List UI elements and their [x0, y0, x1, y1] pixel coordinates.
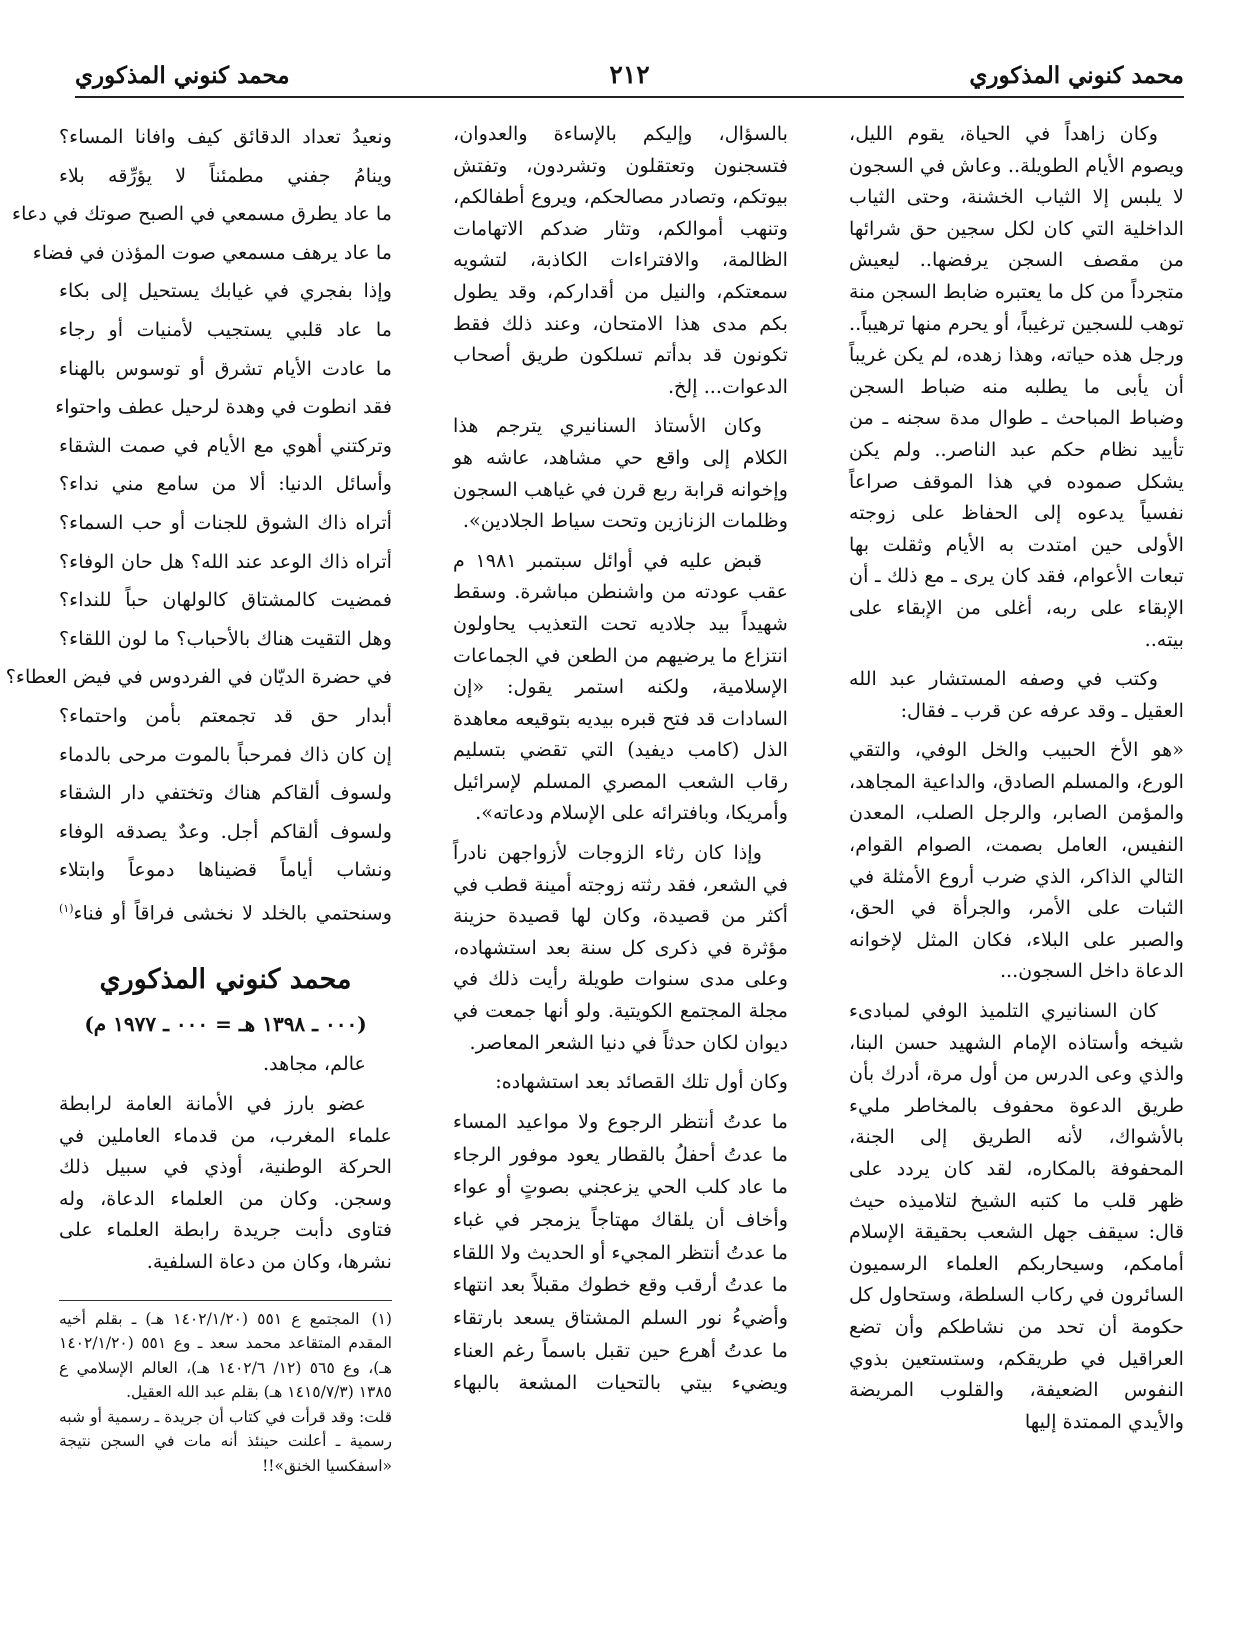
- paragraph: كان السنانيري التلميذ الوفي لمبادىء شيخه وأستاذه الإمام الشهيد حسن البنا، والذي وعى الدرس من أول مرة، أدرك بأن طريق الدعوة محفوف بالمخاطر مليء بالأشواك، لأنه الطريق إلى الجنة، المحفوفة بالمكاره، لقد كان يردد على ظهر قلب ما كتبه الشيخ لتلاميذه حيث قال: سيقف جهل الشعب بحقيقة الإسلام أمامكم، وسيحاربكم العلماء الرسميون السائرون في ركاب السلطة، وستحاول كل حكومة أن تحد من نشاطكم وأن تضع العراقيل في طريقكم، وستستعين بذوي النفوس الضعيفة، والقلوب المريضة والأيدي الممتدة إليها: [849, 999, 1184, 1433]
- poem-verse: وأخاف أن يلقاك مهتاجاً يزمجر في غباء: [453, 1207, 788, 1231]
- footnote: [59, 1307, 392, 1405]
- paragraph: بالسؤال، وإليكم بالإساءة والعدوان، فتسجنون وتعتقلون وتشردون، وتفتش بيوتكم، وتصادر مصالحكم، ويروع أطفالكم، وتنهب أموالكم، وتثار ضدكم الاتهامات الظالمة، والافتراءات الكاذبة، لتشويه سمعتكم، والنيل من أقداركم، وقد يطول بكم مدى هذا الامتحان، وعند ذلك فقط تكونون قد بدأتم تسلكون طريق أصحاب الدعوات... إلخ.: [453, 122, 788, 398]
- poem-verse: وإذا بفجري في غيابك يستحيل إلى بكاء: [59, 279, 392, 303]
- poem-verse: أبدار حق قد تجمعتم بأمن واحتماء؟: [59, 703, 392, 727]
- paragraph: وكتب في وصفه المستشار عبد الله العقيل ـ وقد عرفه عن قرب ـ فقال:: [849, 667, 1184, 722]
- running-head-left: محمد كنوني المذكوري: [75, 62, 290, 89]
- poem-verse: وتركتني أهوي مع الأيام في صمت الشقاء: [59, 433, 392, 457]
- entry-title: محمد كنوني المذكوري: [99, 963, 352, 995]
- column-middle: [453, 118, 788, 1400]
- paragraph: وكان زاهداً في الحياة، يقوم الليل، ويصوم الأيام الطويلة.. وعاش في السجون لا يلبس إلا الثياب الخشنة، وحتى الثياب الداخلية التي كان لكل سجين حق شرائها من مقصف السجن يرفضها.. ليعيش متجرداً من كل ما يعتبره ضابط السجن منة توهب للسجين ترغيباً، أو يحرم منها ترهيباً.. ورجل هذه حياته، وهذا زهده، لم يكن غريباً أن يأبى ما يطلبه منه ضباط السجن وضباط المباحث ـ طوال مدة سجنه ـ من تأييد نظام حكم عبد الناصر.. ولم يكن يشكل صموده في هذا الموقف صراعاً نفسياً يدعوه إلى الحفاظ على زوجته الأولى حين امتدت به الأيام وثقلت بها تبعات الأعوام، فقد كان يرى ـ مع ذلك ـ أن الإبقاء على ربه، أغلى من الإبقاء على بيته..: [849, 122, 1184, 651]
- column-right: [849, 118, 1184, 1445]
- poem-verses: [453, 1106, 788, 1400]
- poem-verse: ما عاد قلبي يستجيب لأمنيات أو رجاء: [59, 317, 392, 341]
- quote-paragraph: «هو الأخ الحبيب والخل الوفي، والتقي الورع، والمسلم الصادق، والداعية المجاهد، والمؤمن الصابر، والرجل الصلب، المعدن النفيس، العامل بصمت، الصوام القوام، التالي الذاكر، الذي ضرب أروع الأمثلة في الثبات على الأمر، والجرأة في الحق، والصبر على البلاء، فكان المثل لإخوانه الدعاة داخل السجون...: [849, 738, 1184, 983]
- poem-verse: ما عدتُ أنتظر المجيء أو الحديث ولا اللقاء: [452, 1240, 788, 1264]
- poem-verse: ما عاد يطرق مسمعي في الصبح صوتك في دعاء: [12, 202, 392, 226]
- footnote-number: (١): [371, 1309, 392, 1328]
- entry-dates: (٠٠٠ ـ ١٣٩٨ هـ = ٠٠٠ ـ ١٩٧٧ م): [84, 1011, 367, 1036]
- page-header: [75, 56, 1184, 98]
- footnotes: [59, 1300, 392, 1479]
- poem-verse: أتراه ذاك الوعد عند الله؟ هل حان الوفاء؟: [59, 549, 392, 573]
- poem-verse: ما عاد يرهف مسمعي صوت المؤذن في فضاء: [32, 240, 392, 264]
- poem-verse: ونشاب أياماً قضيناها دموعاً وابتلاء: [59, 858, 392, 882]
- paragraph: وكان الأستاذ السنانيري يترجم هذا الكلام إلى واقع حي مشاهد، عاشه هو وإخوانه قرابة ربع قرن في غياهب السجون وظلمات الزنازين وتحت سياط الجلادين».: [453, 414, 788, 533]
- poem-verse-text: وسنحتمي بالخلد لا نخشى فراقاً أو فناء: [73, 901, 392, 925]
- paragraph: قبض عليه في أوائل سبتمبر ١٩٨١ م عقب عودته من واشنطن مباشرة. وسقط شهيداً بيد جلاديه تحت التعذيب يحاولون انتزاع ما يرضيهم من الطعن في الجماعات الإسلامية، ولكنه استمر يقول: «إن السادات قد فتح قبره بيديه بتوقيعه معاهدة الذل (كامب ديفيد) التي تقضي بتسليم رقاب الشعب المصري المسلم لإسرائيل وأمريكا، وبافترائه على الإسلام ودعاته».: [453, 548, 788, 825]
- poem-verses: [5, 118, 392, 933]
- entry-roles: عالم، مجاهد.: [262, 1052, 366, 1076]
- poem-verse: ما عدتُ أرقب وقع خطوك مقبلاً بعد انتهاء: [453, 1273, 788, 1297]
- paragraph: وإذا كان رثاء الزوجات لأزواجهن نادراً في الشعر، فقد رثته زوجته أمينة قطب في أكثر من قصيدة، وكان لها قصيدة حزينة مؤثرة في ذكرى كل سنة بعد استشهاده، وعلى مدى سنوات طويلة رأيت ذلك في مجلة المجتمع الكويتية. ولو أنها جمعت في ديوان لكان حدثاً في دنيا الشعر المعاصر.: [453, 841, 788, 1054]
- poem-verse: وأضيءُ نور السلم المشتاق يسعد بارتقاء: [453, 1306, 788, 1330]
- poem-verse: فقد انطوت في وهدة لرحيل عطف واحتواء: [55, 395, 392, 419]
- entry-bio: عضو بارز في الأمانة العامة لرابطة علماء المغرب، من قدماء العاملين في الحركة الوطنية، أوذي في سبيل ذلك وسجن. وكان من العلماء الدعاة، وله فتاوى دأبت جريدة رابطة العلماء على نشرها، وكان من دعاة السلفية.: [59, 1092, 392, 1274]
- poem-verse: أتراه ذاك الشوق للجنات أو حب السماء؟: [59, 510, 392, 534]
- poem-verse: وأسائل الدنيا: ألا من سامع مني نداء؟: [59, 472, 392, 496]
- column-left: [5, 118, 392, 1478]
- footnote-text: المجتمع ع ٥٥١ (١٤٠٢/١/٢٠ هـ) ـ بقلم أخيه المقدم المتقاعد محمد سعد ـ وع ٥٥١ (١٤٠٢/١/٢٠ هـ)، وع ٥٦٥ (١٢/ ١٤٠٢/٦ هـ)، العالم الإسلامي ع ١٣٨٥ (١٤١٥/٧/٣ هـ) بقلم عبد الله العقيل.: [59, 1309, 392, 1402]
- running-head-right: محمد كنوني المذكوري: [969, 62, 1184, 89]
- poem-verse: وينامُ جفني مطمئناً لا يؤرِّقه بلاء: [59, 163, 392, 187]
- poem-verse: فمضيت كالمشتاق كالولهان حباً للنداء؟: [59, 588, 392, 612]
- poem-verse: في حضرة الديّان في الفردوس في فيض العطاء؟: [5, 665, 392, 689]
- poem-verse: ولسوف ألقاكم هناك وتختفي دار الشقاء: [59, 781, 392, 805]
- poem-verse: ويضيء بيتي بالتحيات المشعة بالبهاء: [453, 1371, 788, 1395]
- footnote-marker: (١): [59, 901, 74, 915]
- poem-verse: ما عدتُ أهرع حين تقبل باسماً رغم العناء: [453, 1338, 788, 1362]
- poem-verse: ولسوف ألقاكم أجل. وعدٌ يصدقه الوفاء: [59, 819, 392, 843]
- poem-verse-last: [59, 890, 392, 933]
- poem-verse: ما عدتُ أحفلُ بالقطار يعود موفور الرجاء: [453, 1142, 788, 1166]
- poem-verse: ما عاد كلب الحي يزعجني بصوتٍ أو عواء: [453, 1175, 788, 1199]
- paragraph: وكان أول تلك القصائد بعد استشهاده:: [495, 1070, 788, 1094]
- footnote-note: قلت: وقد قرأت في كتاب أن جريدة ـ رسمية أو شبه رسمية ـ أعلنت حينئذ أنه مات في السجن نتيجة «اسفكسيا الخنق»!!: [59, 1407, 392, 1475]
- poem-verse: ما عادت الأيام تشرق أو توسوس بالهناء: [59, 356, 392, 380]
- poem-verse: ونعيدُ تعداد الدقائق كيف وافانا المساء؟: [59, 125, 392, 148]
- poem-verse: وهل التقيت هناك بالأحباب؟ ما لون اللقاء؟: [59, 626, 392, 650]
- poem-verse: إن كان ذاك فمرحباً بالموت مرحى بالدماء: [59, 742, 392, 766]
- poem-verse: ما عدتُ أنتظر الرجوع ولا مواعيد المساء: [453, 1109, 788, 1133]
- page-number: ٢١٢: [609, 60, 650, 89]
